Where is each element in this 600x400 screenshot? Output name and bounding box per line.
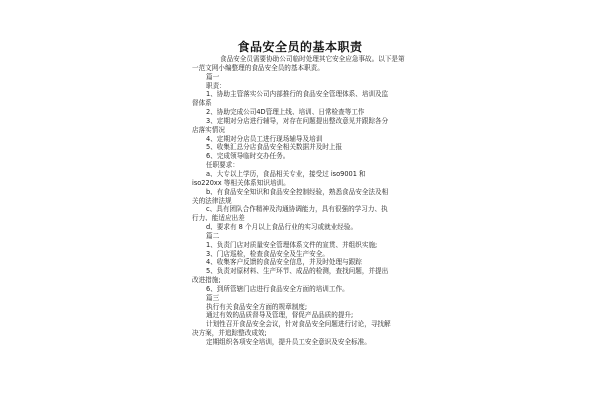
paragraph-line: 计划性召开食品安全会议，针对食品安全问题进行讨论，寻找解 (206, 320, 391, 329)
paragraph-line: 定期组织各项安全培训，提升员工安全意识及安全标准。 (206, 338, 371, 346)
paragraph-line: 关的法律法规 (192, 196, 232, 205)
paragraph-line: 5、负责对原材料、生产环节、成品的检测，查找问题，并提出 (206, 267, 389, 276)
document-body (192, 55, 430, 347)
paragraph-line: 决方案，并追踪整改成效; (192, 329, 267, 338)
paragraph-line: 1、负责门店对质量安全管理体系文件的宣贯、并组织实施; (206, 240, 378, 249)
paragraph-line: 职责： (206, 81, 226, 90)
paragraph-line: 通过有效的品质督导及管理，督促产品品质的提升; (206, 311, 354, 320)
paragraph-line: 行力、能适应出差 (192, 214, 245, 223)
paragraph-line: 3、定期对分店进行辅导，对存在问题提出整改意见并跟踪各分 (206, 116, 389, 125)
paragraph-line: 1、协助主管落实公司内部推行的食品安全管理体系、培训及监 (206, 90, 389, 99)
paragraph-line: 任职要求： (206, 161, 239, 170)
paragraph-line: 篇一 (206, 72, 220, 81)
paragraph-line: 改进措施; (192, 276, 221, 285)
paragraph-line: 督体系 (192, 99, 212, 108)
paragraph-line: 5、收集汇总分店食品安全相关数据并及时上报 (206, 143, 343, 152)
paragraph-line: a、大专以上学历，食品相关专业，接受过 iso9001 和 (206, 169, 366, 178)
paragraph-line: 4、收集客户反馈的食品安全信息，并及时处理与跟踪 (206, 258, 362, 267)
paragraph-line: 2、协助完成公司4D管理上线、培训、日常检查等工作 (206, 108, 365, 117)
document-title: 食品安全员的基本职责 (237, 40, 363, 54)
paragraph-line: 篇二 (206, 231, 220, 240)
paragraph-line: 食品安全员需要协助公司临时处理其它安全应急事故。以下是第 (220, 55, 405, 63)
paragraph-line: iso220xx 等相关体系知识培训。 (192, 178, 290, 187)
paragraph-line: 4、定期对分店员工进行现场辅导及培训 (206, 134, 323, 143)
paragraph-line: 3、门店巡检，检查食品安全及生产安全。 (206, 249, 329, 258)
paragraph-line: 6、完成领导临时交办任务。 (206, 152, 290, 161)
paragraph-line: 6、到所管辖门店进行食品安全方面的培训工作。 (206, 284, 349, 293)
paragraph-line: 执行有关食品安全方面的规章制度; (206, 302, 308, 311)
paragraph-line: 篇三 (206, 293, 220, 302)
paragraph-line: c、具有团队合作精神及沟通协调能力，具有很强的学习力、执 (206, 205, 388, 214)
paragraph-line: 店落实情况 (192, 125, 225, 134)
paragraph-line: d、要求有 8 个月以上食品行业的实习或就业经验。 (206, 223, 358, 232)
paragraph-line: 一范文网小编整理的食品安全员的基本职责。 (192, 63, 324, 72)
paragraph-line: b、有食品安全知识和食品安全控制经验，熟悉食品安全法及相 (206, 187, 389, 196)
